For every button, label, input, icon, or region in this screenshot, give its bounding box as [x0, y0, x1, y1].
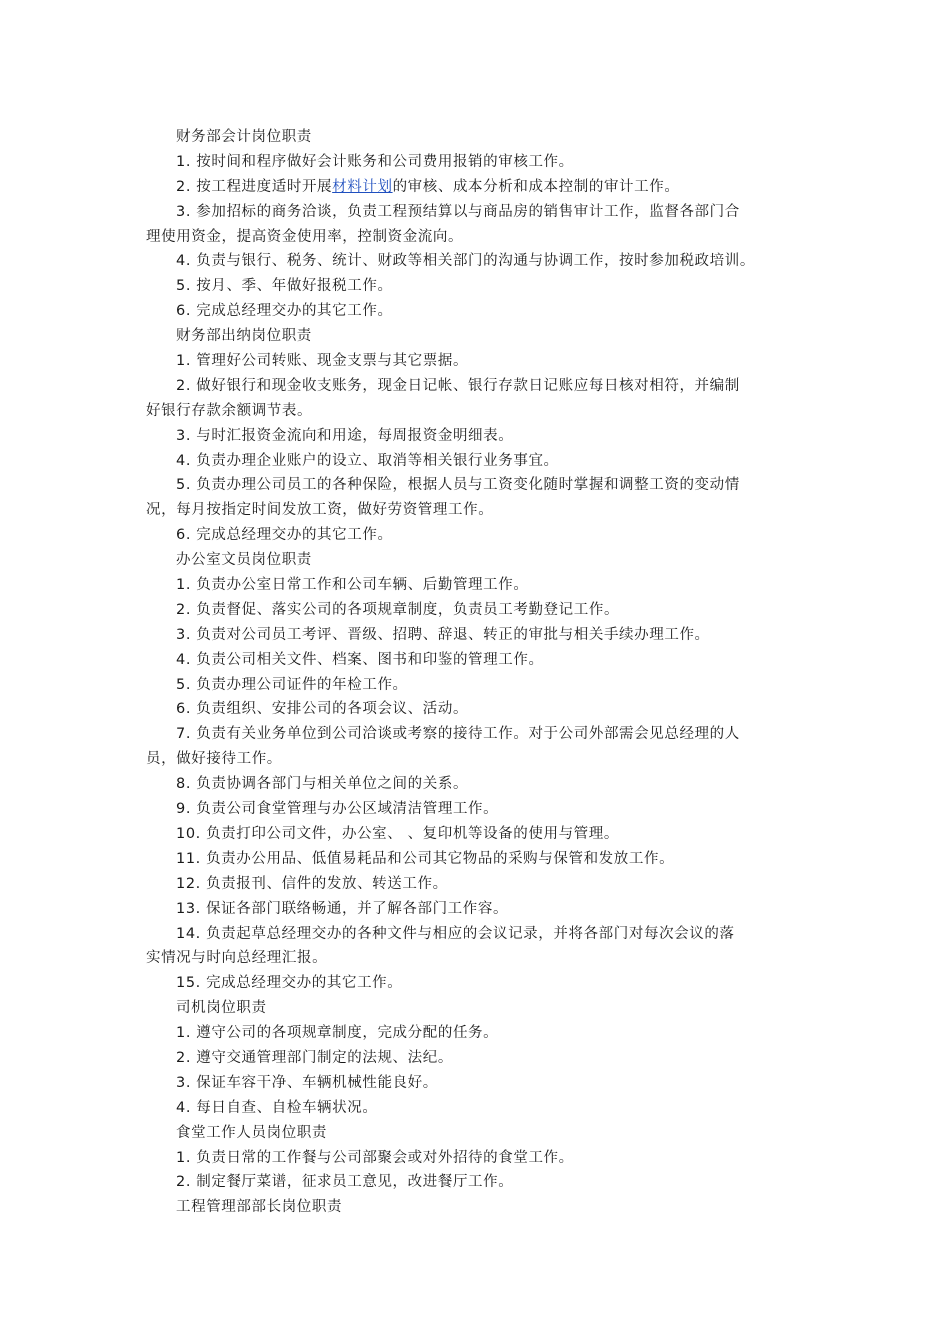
- paragraph-continuation: 理使用资金，提高资金使用率，控制资金流向。: [146, 228, 464, 245]
- list-item: 4. 负责办理企业账户的设立、取消等相关银行业务事宜。: [176, 452, 559, 469]
- paragraph-continuation: 好银行存款余额调节表。: [146, 402, 313, 419]
- list-item: 2. 制定餐厅菜谱，征求员工意见，改进餐厅工作。: [176, 1174, 514, 1191]
- list-item: 7. 负责有关业务单位到公司洽谈或考察的接待工作。对于公司外部需会见总经理的人: [176, 726, 740, 743]
- list-item: 5. 按月、季、年做好报税工作。: [176, 278, 393, 295]
- list-item: 13. 保证各部门联络畅通，并了解各部门工作容。: [176, 900, 509, 917]
- paragraph-continuation: 员，做好接待工作。: [146, 751, 282, 768]
- list-item: 3. 保证车容干净、车辆机械性能良好。: [176, 1074, 438, 1091]
- paragraph-continuation: 实情况与时向总经理汇报。: [146, 950, 328, 967]
- list-item: [146, 175, 826, 200]
- list-item: 5. 负责办理公司证件的年检工作。: [176, 676, 408, 693]
- list-item: 2. 做好银行和现金收支账务，现金日记帐、银行存款日记账应每日核对相符，并编制: [176, 377, 740, 394]
- list-item: 1. 负责办公室日常工作和公司车辆、后勤管理工作。: [176, 577, 529, 594]
- text-segment: 2. 按工程进度适时开展: [176, 178, 333, 195]
- section-title: 财务部出纳岗位职责: [176, 328, 312, 345]
- paragraph-continuation: 况，每月按指定时间发放工资，做好劳资管理工作。: [146, 502, 494, 519]
- section-title: 工程管理部部长岗位职责: [176, 1199, 343, 1216]
- list-item: 8. 负责协调各部门与相关单位之间的关系。: [176, 776, 469, 793]
- list-item: 1. 遵守公司的各项规章制度，完成分配的任务。: [176, 1025, 499, 1042]
- list-item: 3. 与时汇报资金流向和用途，每周报资金明细表。: [176, 427, 514, 444]
- section-title: 财务部会计岗位职责: [176, 129, 312, 145]
- document-body: [146, 125, 826, 1220]
- list-item: 5. 负责办理公司员工的各种保险，根据人员与工资变化随时掌握和调整工资的变动情: [176, 477, 740, 494]
- list-item: 3. 负责对公司员工考评、晋级、招聘、辞退、转正的审批与相关手续办理工作。: [176, 626, 710, 643]
- list-item: 12. 负责报刊、信件的发放、转送工作。: [176, 875, 448, 892]
- list-item: 14. 负责起草总经理交办的各种文件与相应的会议记录，并将各部门对每次会议的落: [176, 925, 735, 942]
- list-item: 15. 完成总经理交办的其它工作。: [176, 975, 403, 992]
- list-item: 10. 负责打印公司文件，办公室、 、复印机等设备的使用与管理。: [176, 825, 619, 842]
- text-segment: 的审核、成本分析和成本控制的审计工作。: [392, 178, 680, 195]
- list-item: 1. 按时间和程序做好会计账务和公司费用报销的审核工作。: [176, 153, 574, 170]
- list-item: 6. 完成总经理交办的其它工作。: [176, 303, 393, 320]
- list-item: 1. 管理好公司转账、现金支票与其它票据。: [176, 353, 469, 370]
- section-title: 食堂工作人员岗位职责: [176, 1124, 327, 1141]
- section-title: 司机岗位职责: [176, 1000, 267, 1017]
- material-plan-link[interactable]: 材料计划: [332, 178, 393, 195]
- list-item: 2. 负责督促、落实公司的各项规章制度，负责员工考勤登记工作。: [176, 601, 620, 618]
- list-item: 1. 负责日常的工作餐与公司部聚会或对外招待的食堂工作。: [176, 1149, 574, 1166]
- list-item: 11. 负责办公用品、低值易耗品和公司其它物品的采购与保管和发放工作。: [176, 850, 675, 867]
- list-item: 4. 负责公司相关文件、档案、图书和印鉴的管理工作。: [176, 651, 544, 668]
- list-item: 6. 完成总经理交办的其它工作。: [176, 527, 393, 544]
- section-title: 办公室文员岗位职责: [176, 552, 312, 569]
- list-item: 3. 参加招标的商务洽谈，负责工程预结算以与商品房的销售审计工作，监督各部门合: [176, 203, 740, 220]
- list-item: 9. 负责公司食堂管理与办公区域清洁管理工作。: [176, 801, 499, 818]
- list-item: 6. 负责组织、安排公司的各项会议、活动。: [176, 701, 469, 718]
- list-item: 4. 负责与银行、税务、统计、财政等相关部门的沟通与协调工作，按时参加税政培训。: [176, 253, 755, 270]
- list-item: 4. 每日自查、自检车辆状况。: [176, 1099, 378, 1116]
- list-item: 2. 遵守交通管理部门制定的法规、法纪。: [176, 1049, 453, 1066]
